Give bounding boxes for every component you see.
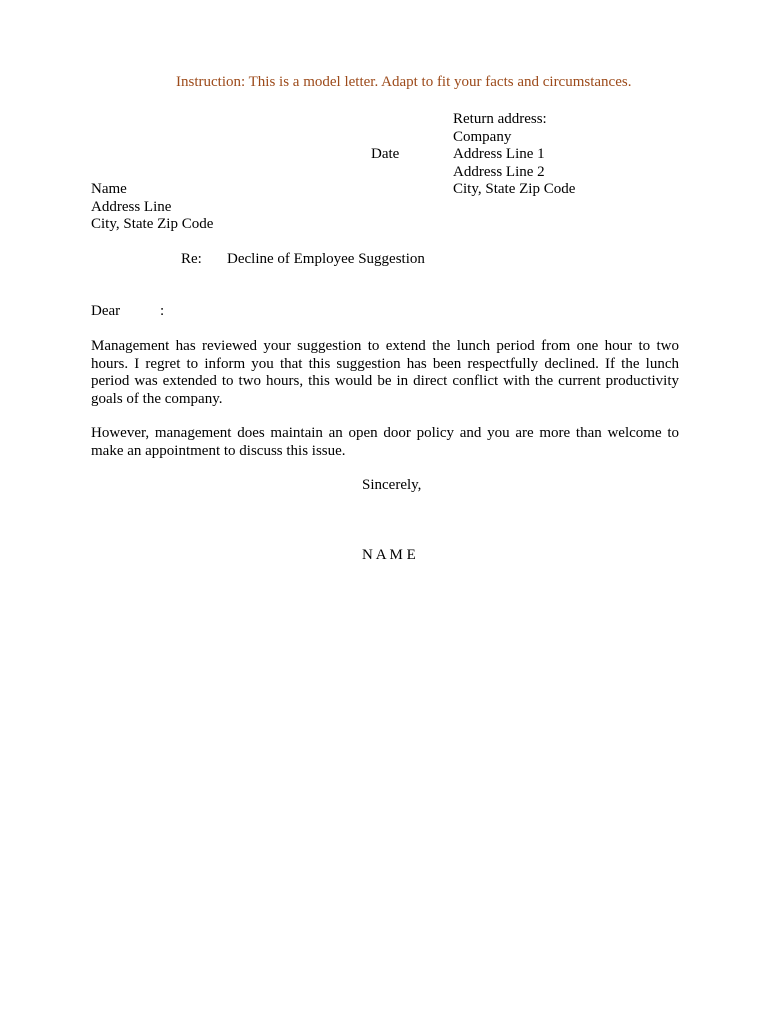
recipient-address-line: Address Line — [91, 198, 172, 215]
re-subject: Decline of Employee Suggestion — [227, 251, 425, 267]
salutation-dear: Dear — [91, 303, 121, 319]
recipient-city-state-zip: City, State Zip Code — [91, 216, 214, 232]
return-address-city-state-zip: City, State Zip Code — [453, 181, 576, 197]
return-address-line1: Address Line 1 — [453, 146, 545, 162]
signature-name: N A M E — [362, 547, 416, 563]
recipient-name: Name — [91, 181, 127, 197]
return-address-company: Company — [453, 128, 512, 145]
return-address-label: Return address: — [453, 111, 547, 127]
closing: Sincerely, — [362, 477, 422, 493]
date-label: Date — [371, 146, 400, 162]
return-address-line2: Address Line 2 — [453, 163, 545, 180]
re-label: Re: — [181, 251, 202, 267]
salutation-colon: : — [160, 303, 165, 319]
body-paragraph-1: Management has reviewed your suggestion to extend the lunch period from one hour to two hours. I regret to inform you that this suggestion has been respectfully declined. If the lunch period was extended to two hours, this would be in direct conflict with the current productivity goals of the company. — [91, 338, 679, 407]
body-paragraph-2: However, management does maintain an open door policy and you are more than welcome to make an appointment to discuss this issue. — [91, 425, 679, 459]
instruction-note: Instruction: This is a model letter. Adapt to fit your facts and circumstances. — [176, 74, 632, 90]
